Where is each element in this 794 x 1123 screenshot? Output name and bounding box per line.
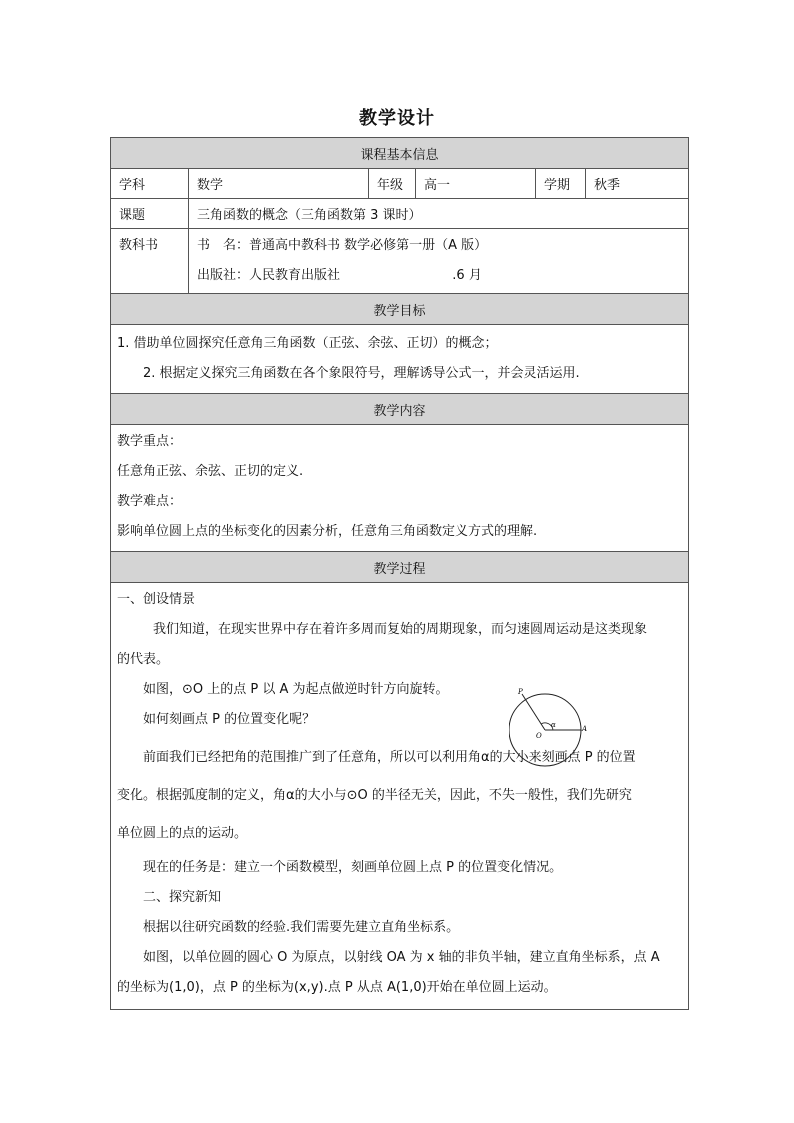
topic-label: 课题 <box>111 199 189 229</box>
goal-item: 2. 根据定义探究三角函数在各个象限符号，理解诱导公式一，并会灵活运用. <box>143 366 580 381</box>
process-header: 教学过程 <box>111 552 689 583</box>
key-point-text: 任意角正弦、余弦、正切的定义. <box>117 464 304 479</box>
radius-op <box>522 694 545 730</box>
key-point-label: 教学重点： <box>117 434 183 449</box>
paragraph: 现在的任务是：建立一个函数模型，刻画单位圆上点 P 的位置变化情况。 <box>143 860 563 875</box>
lesson-plan-table <box>110 137 689 1010</box>
content-header: 教学内容 <box>111 394 689 425</box>
term-label: 学期 <box>536 169 586 199</box>
content-body <box>111 425 689 552</box>
label-p: P <box>518 688 523 696</box>
page-title: 教学设计 <box>359 108 435 129</box>
paragraph: 的代表。 <box>117 652 170 667</box>
goals-header: 教学目标 <box>111 294 689 325</box>
paragraph: 我们知道，在现实世界中存在着许多周而复始的周期现象，而匀速圆周运动是这类现象 <box>153 622 648 637</box>
basic-info-header: 课程基本信息 <box>111 138 689 169</box>
section-title: 一、创设情景 <box>117 592 196 607</box>
process-body <box>111 583 689 1010</box>
grade-label: 年级 <box>369 169 416 199</box>
textbook-label: 教科书 <box>111 229 189 294</box>
paragraph: 的坐标为(1,0)，点 P 的坐标为(x,y).点 P 从点 A(1,0)开始在单位圆上运动。 <box>117 980 557 995</box>
grade-value: 高一 <box>416 169 536 199</box>
paragraph: 变化。根据弧度制的定义，角α的大小与⊙O 的半径无关，因此，不失一般性，我们先研究 <box>117 788 632 803</box>
paragraph: 前面我们已经把角的范围推广到了任意角，所以可以利用角α的大小来刻画点 P 的位置 <box>143 750 636 765</box>
label-o: O <box>536 732 542 740</box>
term-value: 秋季 <box>586 169 689 199</box>
circle-figure <box>509 687 599 767</box>
section-title: 二、探究新知 <box>143 890 222 905</box>
subject-label: 学科 <box>111 169 189 199</box>
label-a: A <box>582 725 588 733</box>
goal-item: 1. 借助单位圆探究任意角三角函数（正弦、余弦、正切）的概念； <box>117 336 498 351</box>
paragraph: 如图，⊙O 上的点 P 以 A 为起点做逆时针方向旋转。 <box>143 682 449 697</box>
label-alpha: α <box>551 721 556 729</box>
textbook-name: 书 名：普通高中教科书 数学必修第一册（A 版） <box>197 238 488 253</box>
textbook-publisher: 出版社：人民教育出版社 <box>197 268 341 283</box>
paragraph: 单位圆上的点的运动。 <box>117 826 248 841</box>
difficult-point-text: 影响单位圆上点的坐标变化的因素分析，任意角三角函数定义方式的理解. <box>117 524 538 539</box>
textbook-date: .6 月 <box>452 268 482 283</box>
difficult-point-label: 教学难点： <box>117 494 183 509</box>
paragraph: 根据以往研究函数的经验.我们需要先建立直角坐标系。 <box>143 920 460 935</box>
paragraph: 如图，以单位圆的圆心 O 为原点，以射线 OA 为 x 轴的非负半轴，建立直角坐标系，点 A <box>143 950 660 965</box>
textbook-info <box>189 229 689 294</box>
topic-value: 三角函数的概念（三角函数第 3 课时） <box>189 199 689 229</box>
textbook-publisher-row <box>197 261 680 291</box>
subject-value: 数学 <box>189 169 369 199</box>
paragraph: 如何刻画点 P 的位置变化呢？ <box>143 712 316 727</box>
goals-body <box>111 325 689 394</box>
